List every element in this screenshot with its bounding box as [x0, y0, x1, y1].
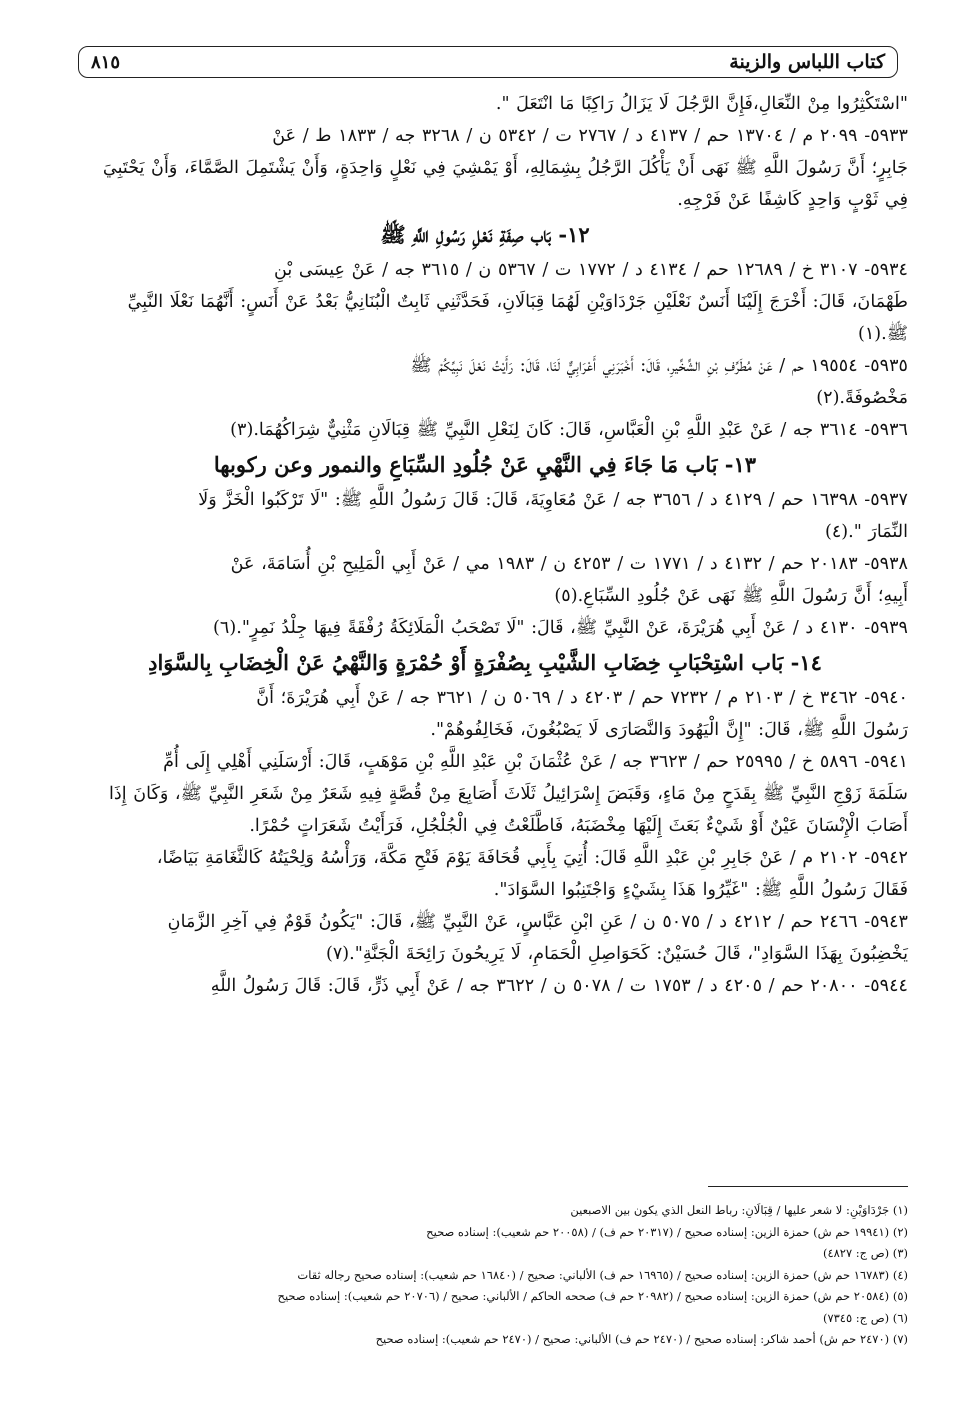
chapter-heading-14: ١٤- بَاب اسْتِحْبَابِ خِضَابِ الشَّيْبِ بِصُفْرَةٍ أَوْ حُمْرَةٍ وَالنَّهْيُ عَنْ الْخِضَابِ بِالسَّوَادِ	[148, 650, 822, 675]
text-line: مَخْصُوفَةً.(٢)	[816, 388, 908, 408]
hadith-5939: ٥٩٣٩- ٤١٣٠ د / عَنْ أَبِي هُرَيْرَةَ، عَنْ النَّبِيِّ ﷺ، قَالَ: "لَا تَصْحَبُ الْمَلَائِكَةُ رُفْقَةً فِيهَا جِلْدُ نَمِرٍ".(٦)	[213, 618, 908, 638]
page-number: ٨١٥	[91, 51, 121, 73]
hadith-5940-refs: ٥٩٤٠- ٣٤٦٢ خ / ٢١٠٣ م / ٧٢٣٢ حم / ٤٢٠٣ د / ٥٠٦٩ ن / ٣٦٢١ جه / عَنْ أَبِي هُرَيْرَةَ؛ أَنَّ	[256, 688, 908, 708]
footnote: (٢) (١٩٩٤١ حم ش) حمزة الزين: إسناده صحيح / (٢٠٣١٧ حم ف) / (٢٠٠٥٨ حم شعيب): إسناده صحيح	[426, 1224, 908, 1239]
hadith-5941-refs: ٥٩٤١- ٥٨٩٦ خ / ٢٥٩٩٥ حم / ٣٦٢٣ جه / عَنْ عُثْمَانَ بْنِ عَبْدِ اللَّهِ بْنِ مَوْهَبٍ، قَالَ: أَرْسَلَنِي أَهْلِي إِلَى أُمِّ	[163, 752, 908, 772]
text-line: أَصَابَ الْإِنْسَانَ عَيْنٌ أَوْ شَيْءٌ بَعَثَ إِلَيْهَا مِخْضَبَهُ، فَاطَّلَعْتُ فِي الْجُلْجُلِ، فَرَأَيْتُ شَعَرَاتٍ حُمْرًا.	[249, 816, 908, 836]
footnote: (٧) (٢٤٧٠ حم ش) أحمد شاكر: إسناده صحيح / (٢٤٧٠ حم ف) الألباني: صحيح / (٢٤٧٠ حم شعيب): إسناده صحيح	[375, 1332, 908, 1346]
hadith-5937-refs: ٥٩٣٧- ١٦٣٩٨ حم / ٤١٢٩ د / ٣٦٥٦ جه / عَنْ مُعَاوِيَةَ، قَالَ: قَالَ رَسُولُ اللَّهِ ﷺ: "لَا تَرْكَبُوا الْخَزَّ وَلَا	[198, 490, 908, 510]
footnote: (٥) (٢٠٥٨٤ حم ش) حمزة الزين: إسناده صحيح / (٢٠٩٨٢ حم ف) صححه الحاكم / الألباني: صحيح / (٢٠٧٠٦ حم شعيب): إسناده صحيح	[277, 1289, 908, 1303]
hadith-5942: ٥٩٤٢- ٢١٠٢ م / عَنْ جَابِرِ بْنِ عَبْدِ اللَّهِ قَالَ: أُتِيَ بِأَبِي قُحَافَةَ يَوْمَ فَتْحِ مَكَّةَ، وَرَأْسُهُ وَلِحْيَتُهُ كَالثَّغَامَةِ بَيَاضًا،	[156, 848, 908, 868]
text-line: النِّمَارَ ".(٤)	[824, 522, 908, 542]
text-line: فِي ثَوْبٍ وَاحِدٍ كَاشِفًا عَنْ فَرْجِهِ.	[677, 190, 908, 210]
text-line: جَابِرٍ؛ أَنَّ رَسُولَ اللَّهِ ﷺ نَهَى أَنْ يَأْكُلَ الرَّجُلُ بِشِمَالِهِ، أَوْ يَمْشِيَ فِي نَعْلٍ وَاحِدَةٍ، وَأَنْ يَشْتَمِلَ الصَّمَّاءَ، وَأَنْ يَحْتَبِيَ	[102, 158, 908, 178]
text-line: "اسْتَكْثِرُوا مِنْ النِّعَالِ،فَإِنَّ الرَّجُلَ لَا يَزَالُ رَاكِبًا مَا انْتَعَلَ ".	[495, 94, 908, 114]
footnote: (١) جَرْدَاوَيْنِ: لا شعر عليها / قِبَالَانِ: رباط النعل الذي يكون بين الاصبعين	[570, 1203, 908, 1217]
hadith-5944-refs: ٥٩٤٤- ٢٠٨٠٠ حم / ٤٢٠٥ د / ١٧٥٣ ت / ٥٠٧٨ ن / ٣٦٢٢ جه / عَنْ أَبِي ذَرٍّ، قَالَ: قَالَ رَسُولُ اللَّهِ	[210, 976, 908, 996]
footnote: (٤) (١٦٧٨٣ حم ش) حمزة الزين: إسناده صحيح / (١٦٩٦٥ حم ف) الألباني: صحيح / (١٦٨٤٠ حم شعيب): إسناده صحيح رجاله ثقات	[297, 1267, 908, 1282]
chapter-heading-13: ١٣- بَاب مَا جَاءَ فِي النَّهْيِ عَنْ جُلُودِ السِّبَاعِ والنمور وعن ركوبها	[213, 452, 757, 477]
text-line: يَخْضِبُونَ بِهَذَا السَّوَادِ"، قَالَ حُسَيْنٌ: كَحَوَاصِلِ الْحَمَامِ، لَا يَرِيحُونَ رَائِحَةَ الْجَنَّةِ".(٧)	[325, 944, 908, 964]
hadith-5933-refs: ٥٩٣٣- ٢٠٩٩ م / ١٣٧٠٤ حم / ٤١٣٧ د / ٢٧٦٧ ت / ٥٣٤٢ ن / ٣٢٦٨ جه / ١٨٣٣ ط / عَنْ	[272, 126, 908, 146]
text-line: طَهْمَانَ، قَالَ: أَخْرَجَ إِلَيْنَا أَنَسٌ نَعْلَيْنِ جَرْدَاوَيْنِ لَهُمَا قِبَالَانِ، فَحَدَّثَنِي ثَابِتٌ الْبُنَانِيُّ بَعْدُ عَنْ أَنَسٍ: أَنَّهُمَا نَعْلَا النَّبِيِّ	[127, 292, 908, 312]
hadith-5938-refs: ٥٩٣٨- ٢٠١٨٣ حم / ٤١٣٢ د / ١٧٧١ ت / ٤٢٥٣ ن / ١٩٨٣ مي / عَنْ أَبِي الْمَلِيحِ بْنِ أُسَامَةَ، عَنْ	[230, 554, 908, 574]
text-line: رَسُولَ اللَّهِ ﷺ، قَالَ: "إِنَّ الْيَهُودَ وَالنَّصَارَى لَا يَصْبُغُونَ، فَخَالِفُوهُمْ".	[430, 720, 908, 740]
page-header	[78, 46, 898, 78]
text-line: أَبِيهِ؛ أَنَّ رَسُولَ اللَّهِ ﷺ نَهَى عَنْ جُلُودِ السِّبَاعِ.(٥)	[554, 586, 908, 606]
footnote-divider	[708, 1186, 908, 1187]
text-line: فَقَالَ رَسُولُ اللَّهِ ﷺ: "غَيِّرُوا هَذَا بِشَيْءٍ وَاجْتَنِبُوا السَّوَادَ".	[493, 880, 908, 900]
main-text	[62, 88, 908, 1002]
hadith-5934-refs: ٥٩٣٤- ٣١٠٧ خ / ١٢٦٨٩ حم / ٤١٣٤ د / ١٧٧٢ ت / ٥٣٦٧ ن / ٣٦١٥ جه / عَنْ عِيسَى بْنِ	[273, 260, 908, 280]
book-title: كتاب اللباس والزينة	[729, 51, 885, 73]
hadith-5936: ٥٩٣٦- ٣٦١٤ جه / عَنْ عَبْدِ اللَّهِ بْنِ الْعَبَّاسِ، قَالَ: كَانَ لِنَعْلِ النَّبِيِّ ﷺ قِبَالَانِ مَثْنِيٌّ شِرَاكُهُمَا.(٣)	[230, 420, 908, 440]
hadith-5943: ٥٩٤٣- ٢٤٦٦ حم / ٤٢١٢ د / ٥٠٧٥ ن / عَنِ ابْنِ عَبَّاسٍ، عَنْ النَّبِيِّ ﷺ، قَالَ: "يَكُونُ قَوْمٌ فِي آخِرِ الزَّمَانِ	[167, 912, 908, 932]
chapter-heading-12: ١٢- بَاب صِفَةِ نَعْلِ رَسُولِ اللَّهِ ﷺ	[380, 222, 590, 247]
text-line: ﷺ.(١)	[857, 324, 908, 344]
text-line: سَلَمَةَ زَوْجِ النَّبِيِّ ﷺ بِقَدَحٍ مِنْ مَاءٍ، وَقَبَضَ إِسْرَائِيلُ ثَلَاثَ أَصَابِعَ مِنْ قُصَّةٍ فِيهِ شَعَرٌ مِنْ شَعَرِ النَّبِيِّ ﷺ، وَكَانَ إِذَا	[108, 784, 908, 804]
footnote: (٣) (ص ج: ٤٨٢٧)	[822, 1246, 908, 1260]
footnote: (٦) (ص ج: ٧٣٤٥)	[822, 1310, 908, 1325]
hadith-5935-refs: ٥٩٣٥- ١٩٥٥٤ حم / عَنْ مُطَرِّفِ بْنِ الشِّخِّيرِ، قَالَ: أَخْبَرَنِي أَعْرَابِيٌّ لَنَا، قَالَ: رَأَيْتُ نَعْلَ نَبِيِّكُمْ ﷺ	[410, 356, 908, 376]
